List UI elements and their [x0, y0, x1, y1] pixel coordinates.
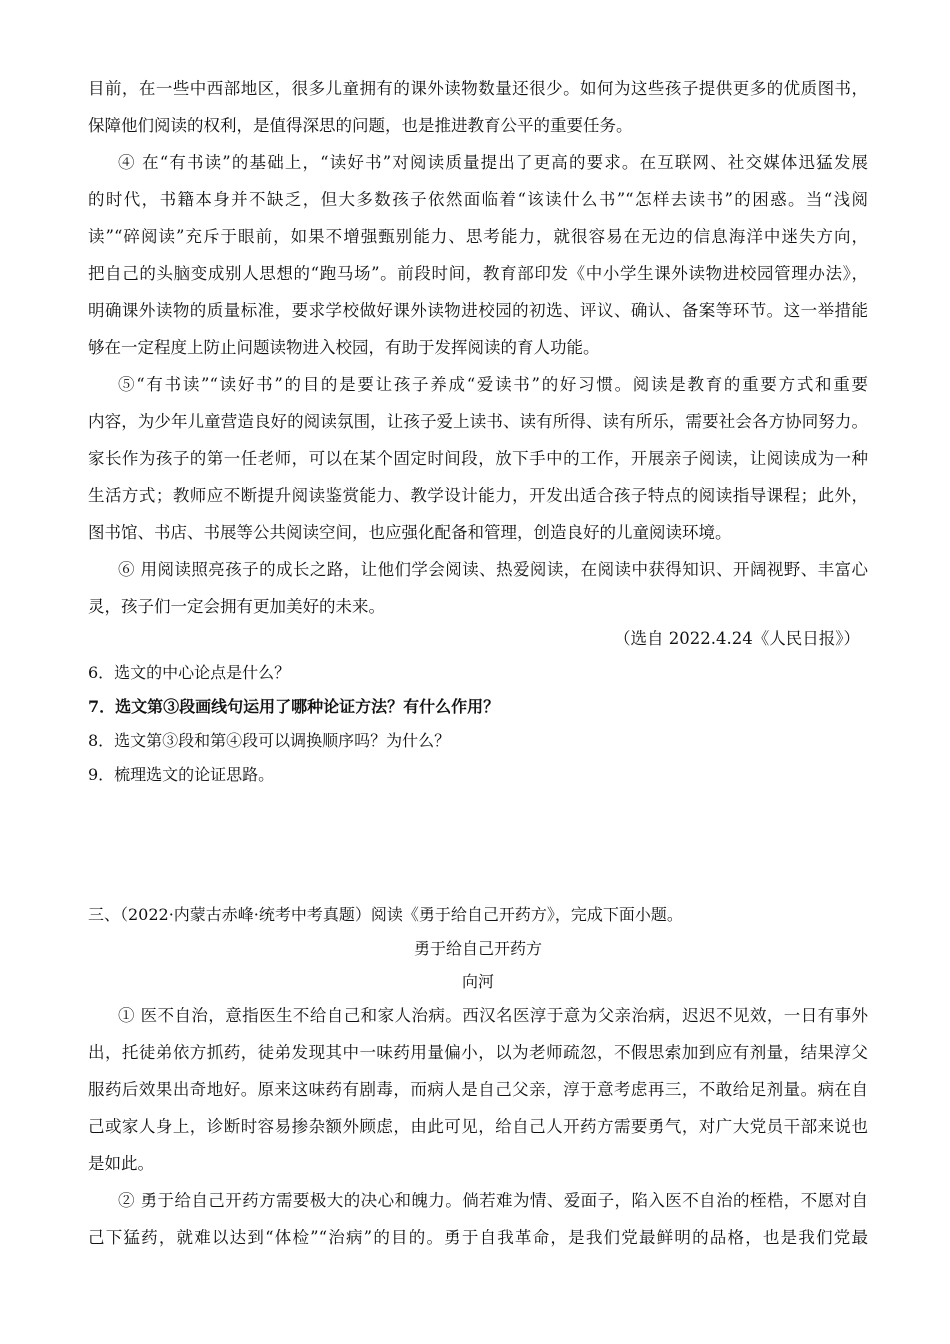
article1-para5-line-3: 家长作为孩子的第一任老师，可以在某个固定时间段，放下手中的工作，开展亲子阅读，让阅读成为一种 [88, 449, 868, 468]
section3-para1-line-3: 服药后效果出奇地好。原来这味药有剧毒，而病人是自己父亲，淳于意考虑再三，不敢给足剂量。病在自 [88, 1080, 868, 1099]
article1-para6-line-2: 灵，孩子们一定会拥有更加美好的未来。 [88, 597, 385, 616]
section3-author: 向河 [461, 972, 494, 991]
article1-para5-line-1: ⑤“有书读”“读好书”的目的是要让孩子养成“爱读书”的好习惯。阅读是教育的重要方式和重要 [118, 375, 868, 394]
section3-para1-line-2: 出，托徒弟依方抓药，徒弟发现其中一味药用量偏小，以为老师疏忽，不假思索加到应有剂量，结果淳父 [88, 1043, 868, 1062]
section3-para1-line-1: ① 医不自治，意指医生不给自己和家人治病。西汉名医淳于意为父亲治病，迟迟不见效，一日有事外 [118, 1006, 868, 1025]
question-8: 8．选文第③段和第④段可以调换顺序吗？为什么？ [88, 731, 451, 750]
article1-para4-line-6: 够在一定程度上防止问题读物进入校园，有助于发挥阅读的育人功能。 [88, 338, 600, 357]
section3-para1-line-5: 是如此。 [88, 1154, 154, 1173]
article1-source: （选自 2022.4.24《人民日报》） [614, 629, 860, 648]
article1-para5-line-2: 内容，为少年儿童营造良好的阅读氛围，让孩子爱上读书、读有所得、读有所乐，需要社会各方协同努力。 [88, 412, 868, 431]
question-9: 9．梳理选文的论证思路。 [88, 765, 275, 784]
section3-heading: 三、（2022·内蒙古赤峰·统考中考真题）阅读《勇于给自己开药方》，完成下面小题。 [88, 905, 683, 924]
article1-para5-line-5: 图书馆、书店、书展等公共阅读空间，也应强化配备和管理，创造良好的儿童阅读环境。 [88, 523, 732, 542]
article1-para6-line-1: ⑥ 用阅读照亮孩子的成长之路，让他们学会阅读、热爱阅读，在阅读中获得知识、开阔视野、丰富心 [118, 560, 868, 579]
section3-para2-line-2: 己下猛药，就难以达到“体检”“治病”的目的。勇于自我革命，是我们党最鲜明的品格，也是我们党最 [88, 1228, 868, 1247]
section3-title: 勇于给自己开药方 [413, 939, 542, 958]
article1-line-2: 保障他们阅读的权利，是值得深思的问题，也是推进教育公平的重要任务。 [88, 116, 633, 135]
article1-para4-line-2: 的时代，书籍本身并不缺乏，但大多数孩子依然面临着“该读什么书”“怎样去读书”的困惑。当“浅阅 [88, 190, 868, 209]
article1-para4-line-3: 读”“碎阅读”充斥于眼前，如果不增强甄别能力、思考能力，就很容易在无边的信息海洋中迷失方向， [88, 227, 868, 246]
section3-para2-line-1: ② 勇于给自己开药方需要极大的决心和魄力。倘若难为情、爱面子，陷入医不自治的桎梏，不愿对自 [118, 1191, 868, 1210]
article1-para4-line-1: ④ 在“有书读”的基础上，“读好书”对阅读质量提出了更高的要求。在互联网、社交媒体迅猛发展 [118, 153, 868, 172]
section3-para1-line-4: 己或家人身上，诊断时容易掺杂额外顾虑，由此可见，给自己人开药方需要勇气，对广大党员干部来说也 [88, 1117, 868, 1136]
article1-para4-line-4: 把自己的头脑变成别人思想的“跑马场”。前段时间，教育部印发《中小学生课外读物进校园管理办法》， [88, 264, 868, 283]
question-6: 6．选文的中心论点是什么？ [88, 663, 291, 682]
article1-para5-line-4: 生活方式；教师应不断提升阅读鉴赏能力、教学设计能力，开发出适合孩子特点的阅读指导课程；此外， [88, 486, 868, 505]
question-7: 7．选文第③段画线句运用了哪种论证方法？有什么作用？ [88, 697, 500, 716]
article1-para4-line-5: 明确课外读物的质量标准，要求学校做好课外读物进校园的初选、评议、确认、备案等环节。这一举措能 [88, 301, 868, 320]
article1-line-1: 目前，在一些中西部地区，很多儿童拥有的课外读物数量还很少。如何为这些孩子提供更多的优质图书， [88, 79, 868, 98]
